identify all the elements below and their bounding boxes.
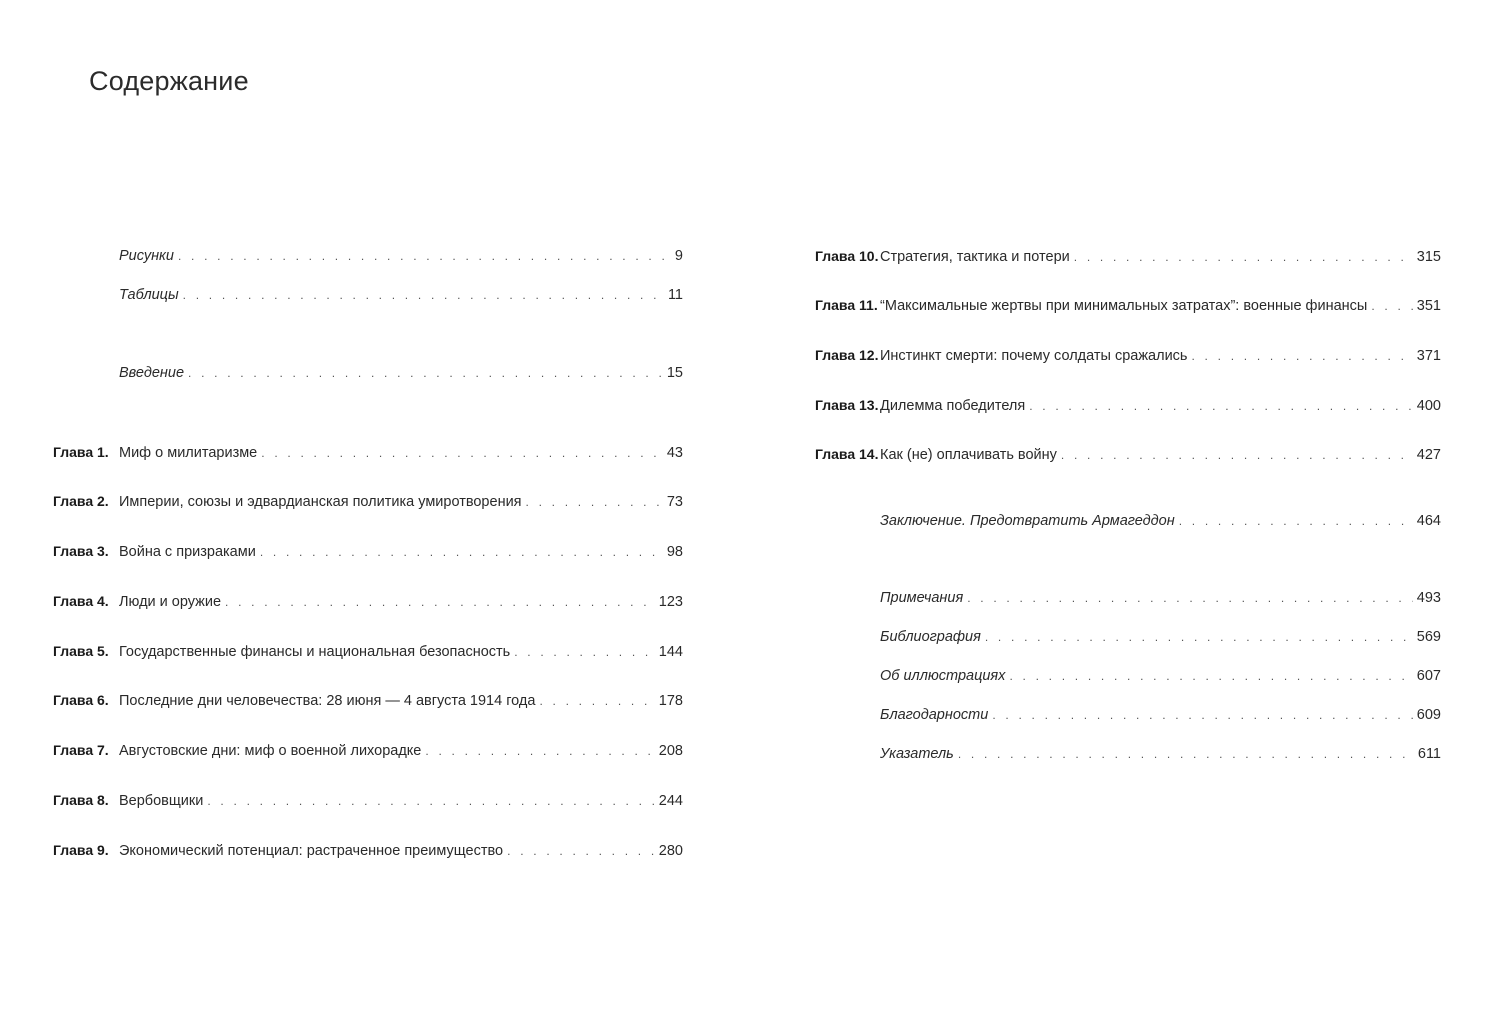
dot-leader [1371, 295, 1412, 317]
entry-title: Как (не) оплачивать войну [880, 447, 1057, 463]
chapter-label: Глава 13. [815, 397, 879, 413]
page-number: 493 [1416, 590, 1441, 606]
chapter-label: Глава 7. [53, 742, 109, 758]
dot-leader [985, 626, 1413, 648]
dot-leader [539, 690, 654, 712]
entry-title: Заключение. Предотвратить Армагеддон [880, 513, 1175, 529]
toc-entry [53, 640, 683, 662]
toc-entry [880, 665, 1441, 687]
page-number: 427 [1416, 447, 1441, 463]
page-number: 315 [1416, 249, 1441, 265]
toc-entry [880, 743, 1441, 765]
dot-leader [260, 541, 663, 563]
entry-title: “Максимальные жертвы при минимальных затратах”: военные финансы [880, 298, 1368, 314]
dot-leader [1009, 665, 1412, 687]
chapter-label: Глава 6. [53, 692, 109, 708]
entry-title: Империи, союзы и эдвардианская политика умиротворения [119, 494, 522, 510]
entry-title: Августовские дни: миф о военной лихорадке [119, 743, 422, 759]
toc-entry [119, 362, 683, 384]
toc-entry [815, 443, 1441, 465]
chapter-label: Глава 2. [53, 493, 109, 509]
toc-entry [880, 587, 1441, 609]
page-number: 609 [1416, 707, 1441, 723]
toc-entry [53, 789, 683, 811]
entry-title: Примечания [880, 590, 964, 606]
dot-leader [183, 284, 664, 306]
page-number: 144 [658, 644, 683, 660]
dot-leader [225, 591, 655, 613]
toc-entry [815, 294, 1441, 316]
page-number: 280 [658, 843, 683, 859]
entry-title: Введение [119, 365, 185, 381]
page-number: 569 [1416, 629, 1441, 645]
page-number: 11 [667, 287, 683, 303]
dot-leader [188, 362, 663, 384]
dot-leader [958, 743, 1414, 765]
chapter-label: Глава 4. [53, 593, 109, 609]
toc-entry [880, 626, 1441, 648]
toc-entry [53, 689, 683, 711]
toc-entry [53, 490, 683, 512]
toc-entry [119, 245, 683, 267]
dot-leader [526, 491, 663, 513]
dot-leader [261, 442, 663, 464]
entry-title: Государственные финансы и национальная безопасность [119, 644, 511, 660]
entry-title: Указатель [880, 746, 954, 762]
entry-title: Инстинкт смерти: почему солдаты сражались [880, 348, 1188, 364]
dot-leader [1191, 345, 1412, 367]
page-number: 400 [1416, 398, 1441, 414]
entry-title: Стратегия, тактика и потери [880, 249, 1070, 265]
page-number: 178 [658, 693, 683, 709]
entry-title: Таблицы [119, 287, 179, 303]
page-number: 43 [666, 445, 683, 461]
toc-entry [119, 284, 683, 306]
toc-entry [53, 540, 683, 562]
chapter-label: Глава 10. [815, 248, 879, 264]
dot-leader [967, 587, 1413, 609]
entry-title: Экономический потенциал: растраченное преимущество [119, 843, 504, 859]
entry-title: Благодарности [880, 707, 989, 723]
page-number: 351 [1416, 298, 1441, 314]
toc-entry [815, 394, 1441, 416]
entry-title: Дилемма победителя [880, 398, 1026, 414]
dot-leader [425, 740, 654, 762]
dot-leader [1029, 395, 1413, 417]
chapter-label: Глава 3. [53, 543, 109, 559]
page-title: Содержание [89, 66, 249, 96]
page-number: 371 [1416, 348, 1441, 364]
dot-leader [1179, 510, 1413, 532]
page-number: 607 [1416, 668, 1441, 684]
chapter-label: Глава 12. [815, 347, 879, 363]
entry-title: Библиография [880, 629, 981, 645]
entry-title: Последние дни человечества: 28 июня — 4 августа 1914 года [119, 693, 536, 709]
page-number: 98 [666, 544, 683, 560]
dot-leader [507, 840, 655, 862]
dot-leader [514, 641, 655, 663]
dot-leader [1074, 246, 1413, 268]
entry-title: Вербовщики [119, 793, 204, 809]
chapter-label: Глава 8. [53, 792, 109, 808]
dot-leader [178, 245, 671, 267]
toc-entry [53, 590, 683, 612]
entry-title: Рисунки [119, 248, 174, 264]
page-number: 611 [1417, 746, 1441, 762]
toc-entry [880, 704, 1441, 726]
chapter-label: Глава 1. [53, 444, 109, 460]
chapter-label: Глава 11. [815, 297, 878, 313]
chapter-label: Глава 14. [815, 446, 879, 462]
page-number: 73 [666, 494, 683, 510]
page-number: 123 [658, 594, 683, 610]
entry-title: Война с призраками [119, 544, 256, 560]
toc-entry [815, 344, 1441, 366]
dot-leader [992, 704, 1412, 726]
toc-entry [53, 839, 683, 861]
toc-entry [53, 739, 683, 761]
page-number: 244 [658, 793, 683, 809]
toc-entry [53, 441, 683, 463]
dot-leader [1061, 444, 1413, 466]
entry-title: Об иллюстрациях [880, 668, 1006, 684]
dot-leader [207, 790, 654, 812]
chapter-label: Глава 5. [53, 643, 109, 659]
chapter-label: Глава 9. [53, 842, 109, 858]
page-number: 15 [666, 365, 683, 381]
toc-entry [815, 245, 1441, 267]
toc-entry [880, 510, 1441, 532]
entry-title: Люди и оружие [119, 594, 222, 610]
page-number: 208 [658, 743, 683, 759]
entry-title: Миф о милитаризме [119, 445, 258, 461]
page-number: 9 [674, 248, 683, 264]
page-number: 464 [1416, 513, 1441, 529]
